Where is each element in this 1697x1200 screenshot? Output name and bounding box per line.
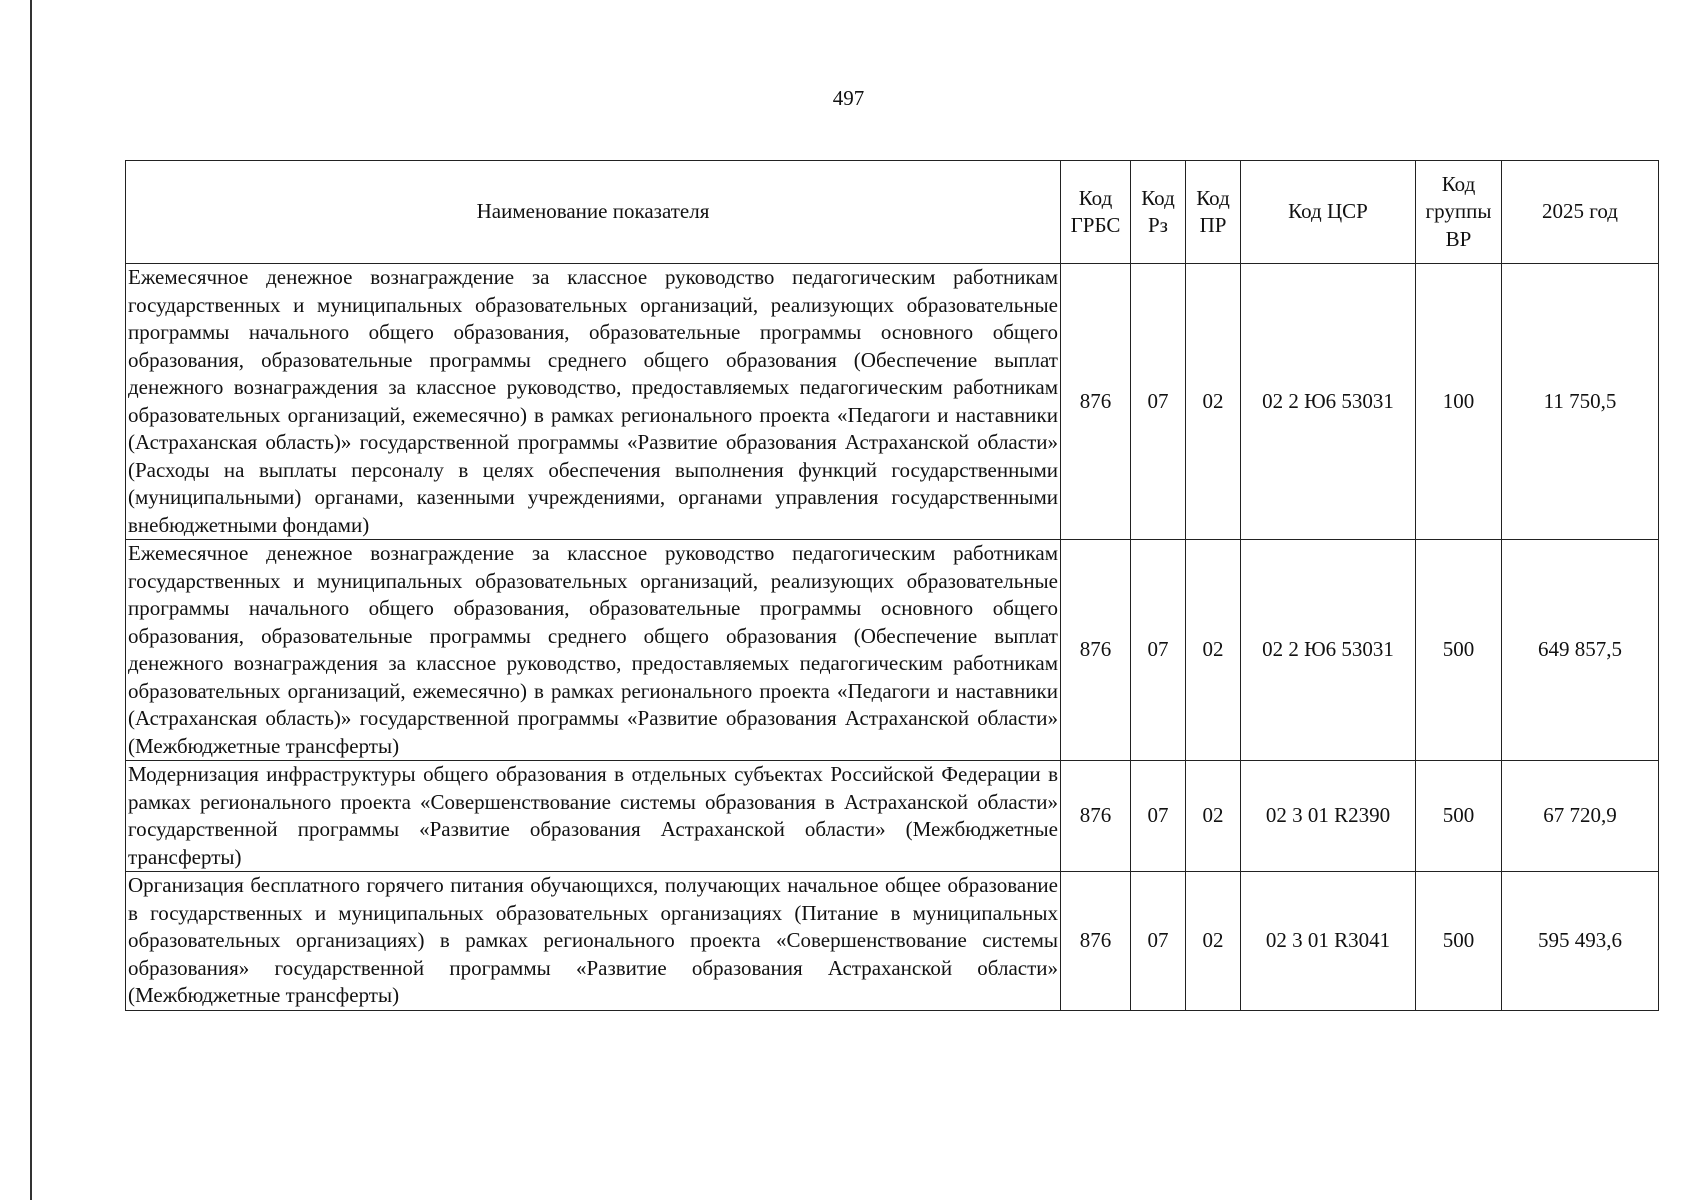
- header-pr-code: Код ПР: [1186, 161, 1241, 264]
- header-rz-code: Код Рз: [1131, 161, 1186, 264]
- row-pr-code: 02: [1186, 761, 1241, 872]
- row-csr-code: 02 2 Ю6 53031: [1241, 540, 1416, 761]
- table-row: [126, 761, 1659, 872]
- row-csr-code: 02 3 01 R2390: [1241, 761, 1416, 872]
- header-row: [126, 161, 1659, 264]
- row-rz-code: 07: [1131, 264, 1186, 540]
- table-body: [126, 264, 1659, 1011]
- row-grbs-code: 876: [1061, 761, 1131, 872]
- row-amount-2025: 649 857,5: [1502, 540, 1659, 761]
- row-vr-code: 500: [1416, 761, 1502, 872]
- row-vr-code: 500: [1416, 872, 1502, 1011]
- row-pr-code: 02: [1186, 872, 1241, 1011]
- row-indicator-name: Ежемесячное денежное вознаграждение за классное руководство педагогическим работникам государственных и муниципальных образовательных организаций, реализующих образовательные программы начального общего образования, образовательные программы основного общего образования, образовательные программы среднего общего образования (Обеспечение выплат денежного вознаграждения за классное руководство, предоставляемых педагогическим работникам образовательных организаций, ежемесячно) в рамках регионального проекта «Педагоги и наставники (Астраханская область)» государственной программы «Развитие образования Астраханской области» (Расходы на выплаты персоналу в целях обеспечения выполнения функций государственными (муниципальными) органами, казенными учреждениями, органами управления государственными внебюджетными фондами): [126, 264, 1061, 540]
- row-rz-code: 07: [1131, 540, 1186, 761]
- row-indicator-name: Модернизация инфраструктуры общего образования в отдельных субъектах Российской Федерации в рамках регионального проекта «Совершенствование системы образования в Астраханской области» государственной программы «Развитие образования Астраханской области» (Межбюджетные трансферты): [126, 761, 1061, 872]
- table-header: [126, 161, 1659, 264]
- row-csr-code: 02 2 Ю6 53031: [1241, 264, 1416, 540]
- row-rz-code: 07: [1131, 872, 1186, 1011]
- row-pr-code: 02: [1186, 264, 1241, 540]
- row-indicator-name: Организация бесплатного горячего питания обучающихся, получающих начальное общее образование в государственных и муниципальных образовательных организациях (Питание в муниципальных образовательных организациях) в рамках регионального проекта «Совершенствование системы образования» государственной программы «Развитие образования Астраханской области» (Межбюджетные трансферты): [126, 872, 1061, 1011]
- table-row: [126, 264, 1659, 540]
- row-indicator-name: Ежемесячное денежное вознаграждение за классное руководство педагогическим работникам государственных и муниципальных образовательных организаций, реализующих образовательные программы начального общего образования, образовательные программы основного общего образования, образовательные программы среднего общего образования (Обеспечение выплат денежного вознаграждения за классное руководство, предоставляемых педагогическим работникам образовательных организаций, ежемесячно) в рамках регионального проекта «Педагоги и наставники (Астраханская область)» государственной программы «Развитие образования Астраханской области» (Межбюджетные трансферты): [126, 540, 1061, 761]
- row-grbs-code: 876: [1061, 540, 1131, 761]
- header-vr-group-code: Код группы ВР: [1416, 161, 1502, 264]
- header-csr-code: Код ЦСР: [1241, 161, 1416, 264]
- row-grbs-code: 876: [1061, 872, 1131, 1011]
- row-vr-code: 500: [1416, 540, 1502, 761]
- row-amount-2025: 67 720,9: [1502, 761, 1659, 872]
- page-number: 497: [832, 86, 865, 110]
- table-row: [126, 540, 1659, 761]
- header-grbs-code: Код ГРБС: [1061, 161, 1131, 264]
- binding-margin-line: [30, 0, 32, 1200]
- row-csr-code: 02 3 01 R3041: [1241, 872, 1416, 1011]
- header-indicator-name: Наименование показателя: [126, 161, 1061, 264]
- budget-table: [125, 160, 1659, 1011]
- budget-table-container: [125, 160, 1658, 1011]
- table-row: [126, 872, 1659, 1011]
- row-grbs-code: 876: [1061, 264, 1131, 540]
- row-rz-code: 07: [1131, 761, 1186, 872]
- row-pr-code: 02: [1186, 540, 1241, 761]
- row-vr-code: 100: [1416, 264, 1502, 540]
- row-amount-2025: 595 493,6: [1502, 872, 1659, 1011]
- header-year-2025: 2025 год: [1502, 161, 1659, 264]
- row-amount-2025: 11 750,5: [1502, 264, 1659, 540]
